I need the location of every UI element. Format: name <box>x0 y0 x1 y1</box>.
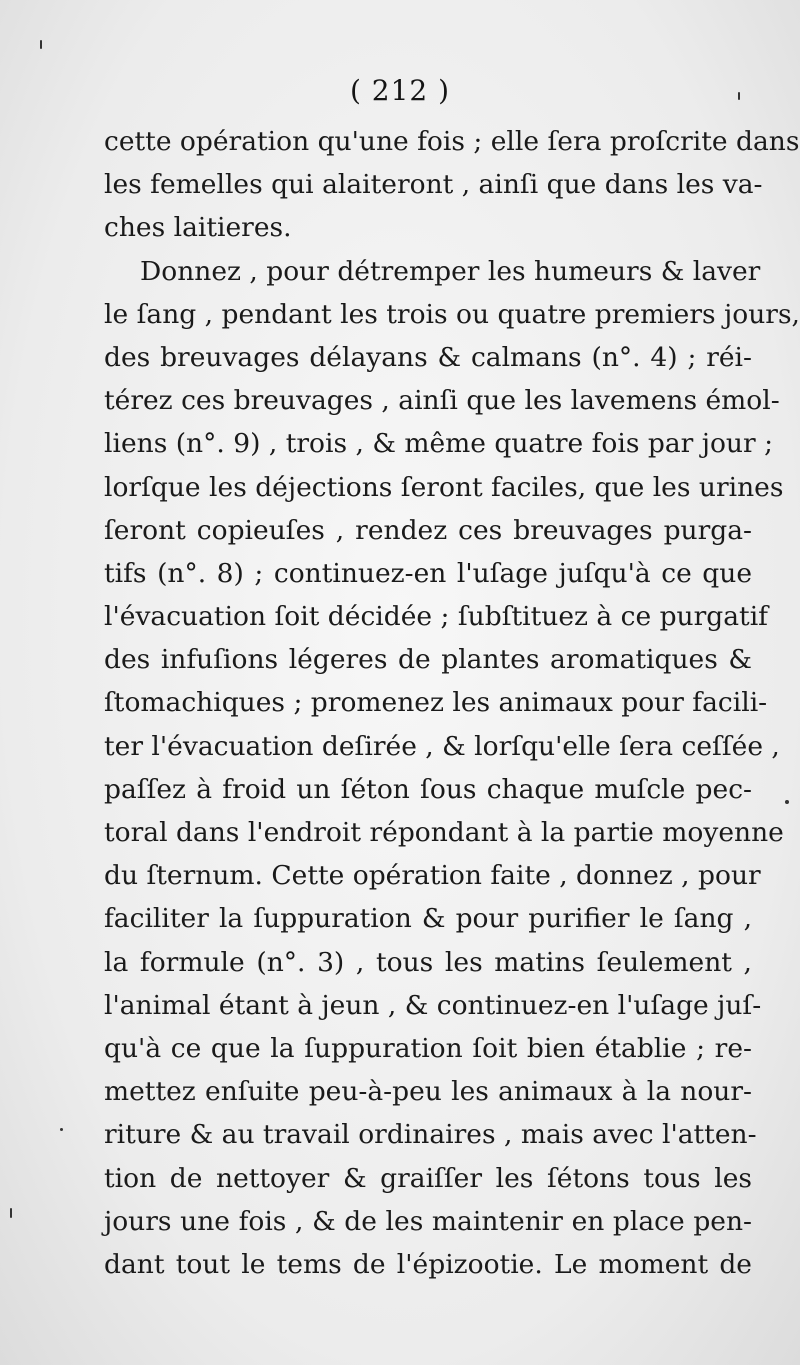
text-line: cette opération qu'une fois ; elle ſera proſcrite dans <box>104 126 800 157</box>
paper-speck <box>60 1128 63 1131</box>
text-line: le ſang , pendant les trois ou quatre premiers jours, <box>104 298 800 330</box>
text-line: l'évacuation ſoit décidée ; ſubſtituez à ce purgatif <box>104 601 768 633</box>
text-line: du ſternum. Cette opération faite , donnez , pour <box>104 860 761 892</box>
text-line: tion de nettoyer & graiſſer les ſétons tous les <box>104 1162 752 1194</box>
text-line: jours une fois , & de les maintenir en place pen- <box>104 1205 752 1237</box>
text-line: ter l'évacuation deſirée , & lorſqu'elle ſera ceſſée , <box>104 730 780 762</box>
text-line: la formule (n°. 3) , tous les matins ſeulement , <box>104 946 752 978</box>
page-number: ( 212 ) <box>349 74 451 107</box>
text-line: riture & au travail ordinaires , mais avec l'atten- <box>104 1119 757 1151</box>
paper-speck <box>40 40 42 49</box>
text-line: dant tout le tems de l'épizootie. Le moment de <box>104 1248 752 1280</box>
text-line: liens (n°. 9) , trois , & même quatre fois par jour ; <box>104 428 773 460</box>
text-line: des infuſions légeres de plantes aromatiques & <box>104 644 752 676</box>
text-line: lorſque les déjections ſeront faciles, que les urines <box>104 471 784 503</box>
text-line: des breuvages délayans & calmans (n°. 4) ; réi- <box>104 341 752 373</box>
text-line: l'animal étant à jeun , & continuez-en l'uſage juſ- <box>104 989 762 1021</box>
text-line: Donnez , pour détremper les humeurs & laver <box>140 255 761 287</box>
paper-speck <box>738 92 740 100</box>
text-line: faciliter la ſuppuration & pour purifier le ſang , <box>104 903 752 935</box>
text-line: toral dans l'endroit répondant à la partie moyenne <box>104 817 784 848</box>
paper-speck <box>10 1208 12 1218</box>
body-text <box>104 120 800 1286</box>
text-line: qu'à ce que la ſuppuration ſoit bien établie ; re- <box>104 1032 752 1064</box>
text-line: ſeront copieuſes , rendez ces breuvages purga- <box>104 514 752 546</box>
text-line: ſtomachiques ; promenez les animaux pour facili- <box>104 687 768 719</box>
text-line: paſſez à froid un ſéton ſous chaque muſcle pec- <box>104 773 752 805</box>
text-line: térez ces breuvages , ainſi que les lavemens émol- <box>104 385 780 417</box>
text-line: mettez enſuite peu-à-peu les animaux à la nour- <box>104 1076 752 1108</box>
text-line: les femelles qui alaiteront , ainſi que dans les va- <box>104 169 763 201</box>
text-line: tifs (n°. 8) ; continuez-en l'uſage juſqu'à ce que <box>104 557 752 589</box>
paper-speck <box>785 800 789 804</box>
text-line: ches laitieres. <box>104 212 292 244</box>
